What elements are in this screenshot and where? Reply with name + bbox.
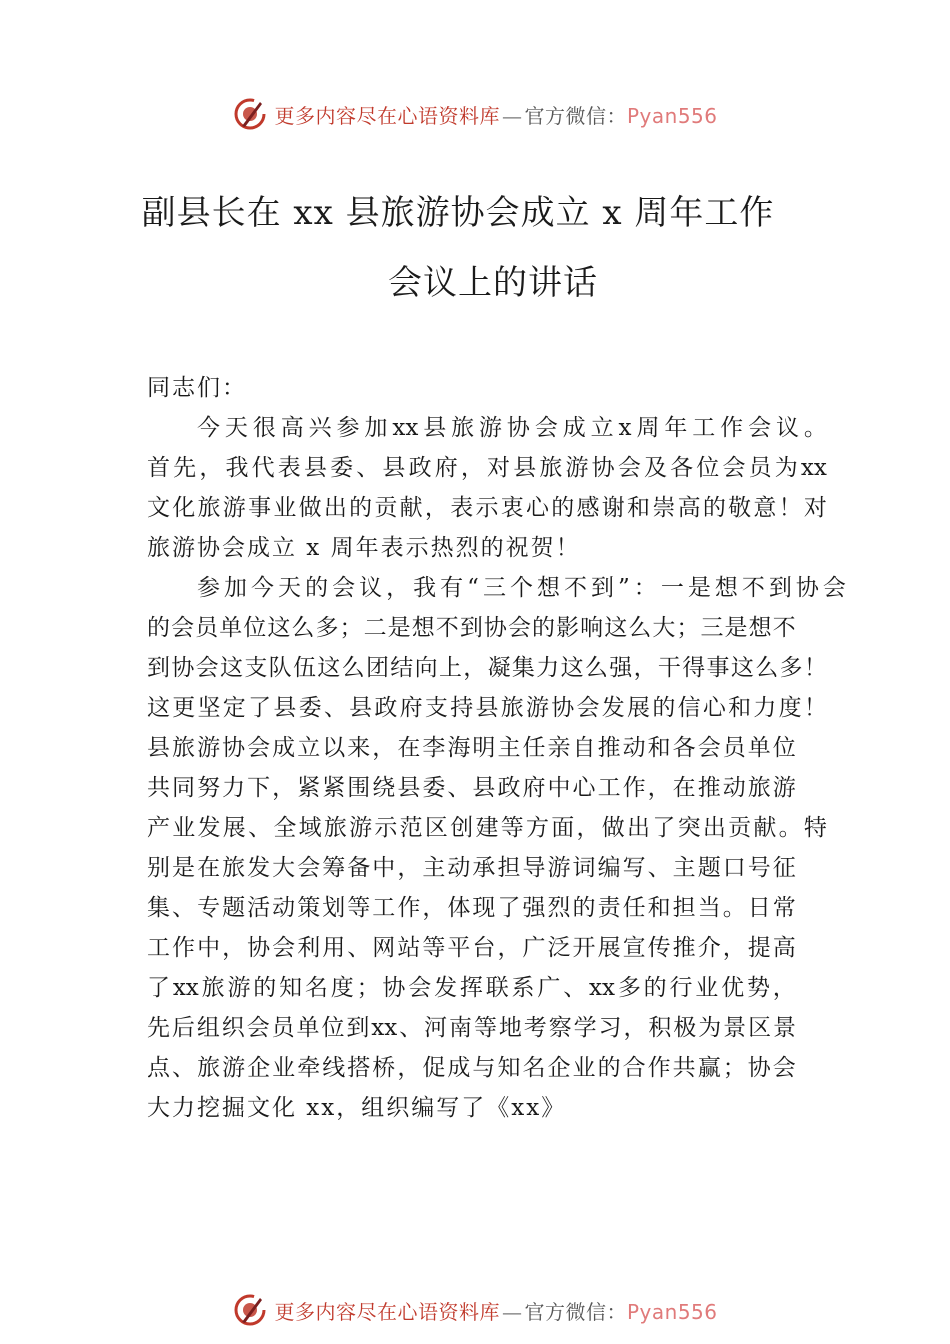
body-line: 旅游协会成立 x 周年表示热烈的祝贺！: [147, 535, 581, 561]
body-line: 今 天 很 高 兴 参 加 xx 县 旅 游 协 会 成 立 x 周 年 工 作 会 议 。: [197, 415, 827, 441]
body-line: 别 是 在 旅 发 大 会 筹 备 中 ， 主 动 承 担 导 游 词 编 写 、 主 题 口 号 征: [147, 855, 796, 881]
body-line: 产 业 发 展 、 全 域 旅 游 示 范 区 创 建 等 方 面 ， 做 出 了 突 出 贡 献 。 特: [147, 815, 827, 841]
document-body: [147, 368, 846, 1128]
document-title-line1: 副县长在 xx 县旅游协会成立 x 周年工作: [141, 193, 775, 233]
body-line: 集 、 专 题 活 动 策 划 等 工 作 ， 体 现 了 强 烈 的 责 任 和 担 当 。 日 常: [147, 895, 796, 921]
body-line: 首 先 ， 我 代 表 县 委 、 县 政 府 ， 对 县 旅 游 协 会 及 各 位 会 员 为 xx: [147, 455, 827, 481]
watermark-wechat-id: Pyan556: [626, 103, 718, 128]
watermark-brand: 更多内容尽在心语资料库: [274, 103, 500, 128]
body-line: 点 、 旅 游 企 业 牵 线 搭 桥 ， 促 成 与 知 名 企 业 的 合 作 共 赢 ； 协 会: [147, 1055, 796, 1081]
document-title-line2: 会议上的讲话: [388, 263, 598, 303]
header-watermark: [0, 94, 950, 134]
watermark-label: 官方微信：: [524, 103, 627, 128]
watermark-brand: 更多内容尽在心语资料库: [274, 1299, 500, 1324]
salutation: 同志们：: [147, 375, 247, 401]
watermark-dash: —: [501, 1299, 523, 1324]
quill-logo-icon: [232, 1292, 268, 1328]
watermark-wechat-id: Pyan556: [626, 1299, 718, 1324]
body-line: 参 加 今 天 的 会 议 ， 我 有 “ 三 个 想 不 到 ” ： 一 是 想 不 到 协 会: [197, 575, 846, 601]
body-line: 先 后 组 织 会 员 单 位 到 xx 、 河 南 等 地 考 察 学 习 ， 积 极 为 景 区 景: [147, 1015, 796, 1041]
footer-watermark: [0, 1290, 950, 1330]
body-line: 了 xx 旅 游 的 知 名 度 ； 协 会 发 挥 联 系 广 、 xx 多 的 行 业 优 势 ，: [147, 975, 796, 1001]
body-line: 大力挖掘文化 xx，组织编写了《xx》: [147, 1095, 567, 1121]
body-line: 共 同 努 力 下 ， 紧 紧 围 绕 县 委 、 县 政 府 中 心 工 作 ， 在 推 动 旅 游: [147, 775, 796, 801]
watermark-dash: —: [501, 103, 523, 128]
body-line: 到 协 会 这 支 队 伍 这 么 团 结 向 上 ， 凝 集 力 这 么 强 ， 干 得 事 这 么 多 ！: [147, 655, 827, 681]
body-line: 的 会 员 单 位 这 么 多 ； 二 是 想 不 到 协 会 的 影 响 这 么 大 ； 三 是 想 不: [147, 615, 796, 641]
body-line: 工 作 中 ， 协 会 利 用 、 网 站 等 平 台 ， 广 泛 开 展 宣 传 推 介 ， 提 高: [147, 935, 796, 961]
quill-logo-icon: [232, 96, 268, 132]
body-line: 这 更 坚 定 了 县 委 、 县 政 府 支 持 县 旅 游 协 会 发 展 的 信 心 和 力 度 ！: [147, 695, 827, 721]
body-line: 文 化 旅 游 事 业 做 出 的 贡 献 ， 表 示 衷 心 的 感 谢 和 崇 高 的 敬 意 ！ 对: [147, 495, 827, 521]
body-line: 县 旅 游 协 会 成 立 以 来 ， 在 李 海 明 主 任 亲 自 推 动 和 各 会 员 单 位: [147, 735, 796, 761]
watermark-label: 官方微信：: [524, 1299, 627, 1324]
